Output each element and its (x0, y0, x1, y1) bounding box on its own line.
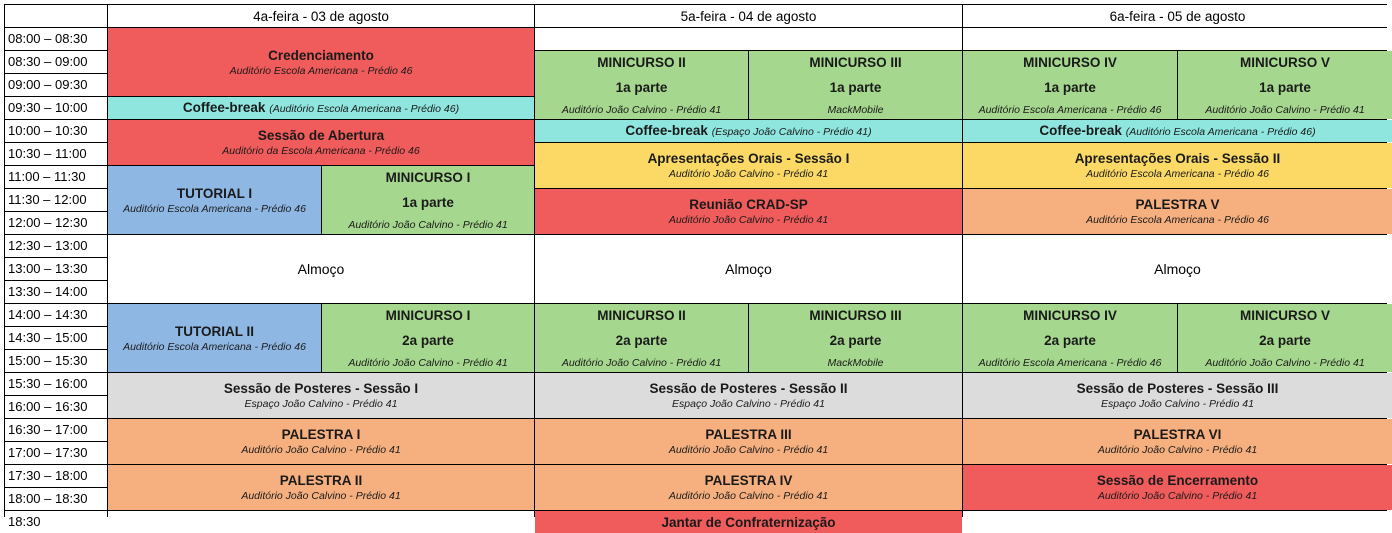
event-title: MINICURSO I (385, 170, 471, 185)
event-title: MINICURSO III (809, 308, 902, 323)
event-title: Almoço (725, 261, 772, 277)
event-jantar-confraternizacao (535, 511, 962, 533)
event-title: PALESTRA III (705, 427, 792, 442)
event-location: Auditório João Calvino - Prédio 41 (668, 168, 829, 180)
event-tutorial-1 (108, 166, 321, 234)
schedule-table (4, 4, 1387, 530)
event-location: Auditório João Calvino - Prédio 41 (1097, 444, 1258, 456)
event-palestra-4 (535, 465, 962, 510)
event-title: PALESTRA II (279, 473, 363, 488)
time-slot: 14:00 – 14:30 (5, 304, 107, 326)
event-almoco (108, 235, 534, 303)
time-slot: 10:00 – 10:30 (5, 120, 107, 142)
event-location: Auditório Escola Americana - Prédio 46 (123, 340, 306, 353)
event-palestra-6 (963, 419, 1392, 464)
event-credenciamento (108, 28, 534, 96)
event-part: 1a parte (1259, 79, 1311, 95)
corner-cell (5, 5, 107, 27)
event-title: Jantar de Confraternização (661, 514, 836, 530)
event-title: MINICURSO III (809, 55, 902, 70)
event-location: Espaço João Calvino - Prédio 41 (672, 398, 825, 410)
event-location: Auditório João Calvino - Prédio 41 (348, 219, 508, 231)
event-location: Auditório João Calvino - Prédio 41 (241, 444, 401, 456)
event-location: Espaço João Calvino - Prédio 41 (1101, 398, 1254, 410)
day-header-thursday: 5a-feira - 04 de agosto (535, 5, 962, 27)
event-title: PALESTRA I (281, 427, 361, 442)
event-apresentacoes-orais-1 (535, 143, 962, 188)
empty-cell (535, 28, 962, 50)
time-slot: 13:00 – 13:30 (5, 258, 107, 280)
event-title: TUTORIAL II (174, 323, 254, 339)
event-part: 2a parte (615, 332, 668, 348)
event-title: Credenciamento (268, 47, 374, 63)
event-location: Auditório João Calvino - Prédio 41 (1097, 490, 1258, 502)
time-slot: 08:30 – 09:00 (5, 51, 107, 73)
time-slot: 17:00 – 17:30 (5, 442, 107, 464)
event-location: MackMobile (827, 357, 884, 369)
event-location: MackMobile (827, 104, 884, 116)
time-slot: 15:30 – 16:00 (5, 373, 107, 395)
event-location: Auditório João Calvino - Prédio 41 (561, 104, 722, 116)
time-slot: 16:00 – 16:30 (5, 396, 107, 418)
event-part: 1a parte (829, 79, 882, 95)
event-minicurso-2-part1 (535, 51, 748, 119)
event-minicurso-2-part2 (535, 304, 748, 372)
day-header-wednesday: 4a-feira - 03 de agosto (108, 5, 534, 27)
event-location: Auditório João Calvino - Prédio 41 (668, 490, 829, 502)
event-palestra-1 (108, 419, 534, 464)
event-title: Reunião CRAD-SP (689, 197, 808, 212)
event-title: PALESTRA VI (1133, 427, 1222, 442)
event-location: Auditório João Calvino - Prédio 41 (668, 444, 829, 456)
event-location: (Auditório Escola Americana - Prédio 46) (269, 102, 460, 115)
event-apresentacoes-orais-2 (963, 143, 1392, 188)
event-location: Auditório Escola Americana - Prédio 46 (978, 357, 1162, 369)
event-tutorial-2 (108, 304, 321, 372)
event-title: Coffee-break (Auditório Escola Americana - Prédio 46) (1039, 122, 1316, 138)
time-slot: 13:30 – 14:00 (5, 281, 107, 303)
event-location: Auditório Escola Americana - Prédio 46 (229, 64, 413, 77)
empty-cell (963, 511, 1392, 533)
event-location: Auditório Escola Americana - Prédio 46 (1086, 214, 1269, 226)
event-minicurso-4-part1 (963, 51, 1177, 119)
event-palestra-5 (963, 189, 1392, 234)
event-location: Auditório João Calvino - Prédio 41 (561, 357, 722, 369)
event-coffee-break (108, 97, 534, 119)
event-title: MINICURSO I (385, 308, 471, 323)
time-slot: 11:00 – 11:30 (5, 166, 107, 188)
time-slot: 12:00 – 12:30 (5, 212, 107, 234)
event-title: Almoço (297, 261, 345, 277)
event-title: PALESTRA IV (704, 473, 793, 488)
event-minicurso-1-part1 (322, 166, 534, 234)
time-slot: 18:00 – 18:30 (5, 488, 107, 510)
event-part: 1a parte (1044, 79, 1096, 95)
event-title: MINICURSO IV (1023, 55, 1117, 70)
event-sessao-posteres-1 (108, 373, 534, 418)
event-part: 2a parte (829, 332, 882, 348)
event-sessao-posteres-2 (535, 373, 962, 418)
event-title: MINICURSO IV (1023, 308, 1117, 323)
event-palestra-2 (108, 465, 534, 510)
time-slot: 14:30 – 15:00 (5, 327, 107, 349)
event-part: 1a parte (615, 79, 668, 95)
event-location: Auditório Escola Americana - Prédio 46 (123, 202, 306, 215)
event-location: (Espaço João Calvino - Prédio 41) (711, 125, 872, 138)
event-title: PALESTRA V (1135, 197, 1220, 212)
event-sessao-posteres-3 (963, 373, 1392, 418)
event-location: Auditório da Escola Americana - Prédio 46 (222, 145, 420, 157)
event-title: Sessão de Posteres - Sessão III (1076, 381, 1279, 396)
event-part: 1a parte (402, 194, 454, 210)
event-location: Auditório Escola Americana - Prédio 46 (978, 104, 1162, 116)
event-minicurso-3-part2 (749, 304, 962, 372)
event-reuniao-crad-sp (535, 189, 962, 234)
event-title: Sessão de Posteres - Sessão II (649, 381, 848, 396)
event-title: Coffee-break (Espaço João Calvino - Prédio 41) (625, 122, 872, 138)
event-part: 2a parte (1259, 332, 1311, 348)
event-minicurso-5-part2 (1178, 304, 1392, 372)
event-almoco (963, 235, 1392, 303)
day-header-friday: 6a-feira - 05 de agosto (963, 5, 1392, 27)
event-minicurso-4-part2 (963, 304, 1177, 372)
event-title: TUTORIAL I (176, 185, 253, 201)
event-location: Espaço João Calvino - Prédio 41 (244, 398, 398, 410)
event-location: Auditório João Calvino - Prédio 41 (348, 357, 508, 369)
event-minicurso-3-part1 (749, 51, 962, 119)
time-slot: 18:30 (5, 511, 107, 533)
event-title: Almoço (1154, 261, 1201, 277)
event-minicurso-5-part1 (1178, 51, 1392, 119)
event-title: Apresentações Orais - Sessão II (1074, 151, 1281, 166)
time-slot: 15:00 – 15:30 (5, 350, 107, 372)
event-title: MINICURSO II (597, 55, 686, 70)
event-coffee-break (535, 120, 962, 142)
event-location: Auditório João Calvino - Prédio 41 (241, 490, 401, 502)
time-slot: 11:30 – 12:00 (5, 189, 107, 211)
time-slot: 17:30 – 18:00 (5, 465, 107, 487)
event-location: (Auditório Escola Americana - Prédio 46) (1125, 125, 1316, 138)
event-title: MINICURSO II (597, 308, 686, 323)
time-slot: 08:00 – 08:30 (5, 28, 107, 50)
event-title: Coffee-break (Auditório Escola Americana - Prédio 46) (182, 99, 460, 115)
event-title: Sessão de Encerramento (1096, 473, 1259, 488)
event-location: Auditório João Calvino - Prédio 41 (668, 214, 829, 226)
time-slot: 16:30 – 17:00 (5, 419, 107, 441)
event-location: Auditório João Calvino - Prédio 41 (1205, 104, 1365, 116)
time-slot: 12:30 – 13:00 (5, 235, 107, 257)
event-part: 2a parte (1044, 332, 1096, 348)
event-palestra-3 (535, 419, 962, 464)
event-location: Auditório João Calvino - Prédio 41 (1205, 357, 1365, 369)
event-title: Sessão de Posteres - Sessão I (223, 381, 419, 396)
event-sessao-encerramento (963, 465, 1392, 510)
empty-cell (963, 28, 1392, 50)
event-minicurso-1-part2 (322, 304, 534, 372)
event-title: MINICURSO V (1239, 308, 1330, 323)
event-title: Apresentações Orais - Sessão I (647, 151, 850, 166)
time-slot: 09:30 – 10:00 (5, 97, 107, 119)
time-slot: 09:00 – 09:30 (5, 74, 107, 96)
event-location: Auditório Escola Americana - Prédio 46 (1086, 168, 1269, 180)
empty-cell (108, 511, 534, 533)
event-almoco (535, 235, 962, 303)
event-title: Sessão de Abertura (257, 128, 385, 143)
event-title: MINICURSO V (1239, 55, 1330, 70)
time-slot: 10:30 – 11:00 (5, 143, 107, 165)
event-sessao-abertura (108, 120, 534, 165)
event-coffee-break (963, 120, 1392, 142)
event-part: 2a parte (402, 332, 454, 348)
